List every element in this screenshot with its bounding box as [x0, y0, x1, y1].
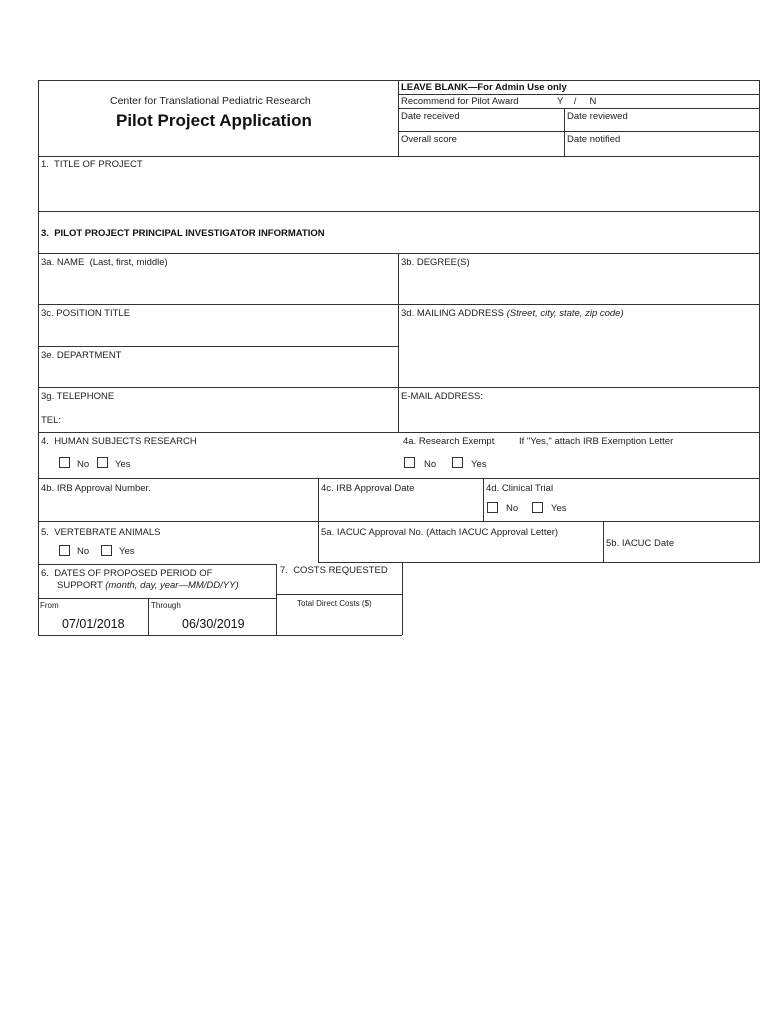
name-field[interactable] — [40, 270, 396, 302]
irb-approval-number-field[interactable] — [40, 496, 316, 519]
recommend-options: Y / N — [557, 96, 597, 107]
title-of-project-field[interactable] — [40, 172, 758, 209]
rule — [38, 432, 760, 433]
rule — [38, 253, 760, 254]
vertebrate-animals-no-checkbox[interactable] — [59, 545, 70, 556]
mailing-address-field[interactable] — [400, 321, 758, 385]
rule — [38, 80, 39, 522]
rule — [38, 156, 760, 157]
research-exempt-yes-checkbox[interactable] — [452, 457, 463, 468]
vertebrate-animals-label: 5. VERTEBRATE ANIMALS — [41, 527, 161, 538]
position-title-label: 3c. POSITION TITLE — [41, 308, 131, 319]
mailing-address-label — [401, 308, 624, 319]
organization-name: Center for Translational Pediatric Research — [110, 95, 311, 107]
rule — [38, 387, 760, 388]
iacuc-approval-label: 5a. IACUC Approval No. (Attach IACUC Approval Letter) — [321, 527, 559, 538]
rule — [38, 478, 760, 479]
rule — [398, 108, 760, 109]
admin-heading: LEAVE BLANK—For Admin Use only — [401, 82, 567, 93]
through-label: Through — [151, 601, 181, 610]
human-subjects-yes-label: Yes — [115, 459, 131, 470]
rule — [38, 80, 760, 81]
costs-requested-label: 7. COSTS REQUESTED — [280, 565, 388, 576]
total-direct-costs-label: Total Direct Costs ($) — [297, 599, 372, 608]
clinical-trial-no-label: No — [506, 503, 519, 514]
recommend-label: Recommend for Pilot Award — [401, 96, 519, 107]
mailing-address-hint: (Street, city, state, zip code) — [506, 308, 624, 319]
total-direct-costs-field[interactable] — [278, 611, 400, 633]
research-exempt-yes-label: Yes — [471, 459, 487, 470]
page-title: Pilot Project Application — [116, 111, 312, 130]
irb-approval-date-label: 4c. IRB Approval Date — [321, 483, 415, 494]
research-exempt-no-label: No — [424, 459, 437, 470]
human-subjects-yes-checkbox[interactable] — [97, 457, 108, 468]
mailing-address-label-text: 3d. MAILING ADDRESS — [401, 308, 507, 319]
iacuc-approval-field[interactable] — [320, 540, 601, 560]
position-title-field[interactable] — [40, 321, 396, 344]
support-format-hint: (month, day, year—MM/DD/YY) — [105, 580, 239, 591]
department-field[interactable] — [40, 363, 396, 385]
rule — [38, 598, 276, 599]
through-date-value[interactable]: 06/30/2019 — [182, 617, 245, 631]
rule — [318, 562, 760, 563]
rule — [38, 211, 760, 212]
name-label: 3a. NAME (Last, first, middle) — [41, 257, 168, 268]
rule — [276, 564, 277, 635]
from-date-value[interactable]: 07/01/2018 — [62, 617, 125, 631]
rule — [398, 80, 399, 157]
irb-approval-date-field[interactable] — [320, 496, 481, 519]
human-subjects-no-label: No — [77, 459, 90, 470]
vertebrate-animals-yes-label: Yes — [119, 546, 135, 557]
vertebrate-animals-no-label: No — [77, 546, 90, 557]
rule — [38, 521, 39, 635]
telephone-label: 3g. TELEPHONE — [41, 391, 115, 402]
rule — [402, 562, 403, 635]
title-of-project-label: 1. TITLE OF PROJECT — [41, 159, 143, 170]
clinical-trial-label: 4d. Clinical Trial — [486, 483, 554, 494]
human-subjects-no-checkbox[interactable] — [59, 457, 70, 468]
degrees-label: 3b. DEGREE(S) — [401, 257, 470, 268]
rule — [38, 304, 760, 305]
research-exempt-no-checkbox[interactable] — [404, 457, 415, 468]
vertebrate-animals-yes-checkbox[interactable] — [101, 545, 112, 556]
rule — [38, 635, 402, 636]
human-subjects-label: 4. HUMAN SUBJECTS RESEARCH — [41, 436, 197, 447]
rule — [603, 521, 604, 563]
rule — [38, 521, 760, 522]
research-exempt-note: If "Yes," attach IRB Exemption Letter — [519, 436, 674, 447]
pi-info-heading: 3. PILOT PROJECT PRINCIPAL INVESTIGATOR INFORMATION — [41, 228, 325, 239]
rule — [398, 253, 399, 433]
rule — [398, 131, 760, 132]
rule — [564, 108, 565, 157]
date-notified-label: Date notified — [567, 134, 621, 145]
overall-score-label: Overall score — [401, 134, 457, 145]
rule — [38, 564, 276, 565]
rule — [398, 94, 760, 95]
degrees-field[interactable] — [400, 270, 758, 302]
email-field[interactable] — [400, 404, 758, 430]
clinical-trial-no-checkbox[interactable] — [487, 502, 498, 513]
rule — [38, 346, 398, 347]
from-label: From — [40, 601, 59, 610]
email-label: E-MAIL ADDRESS: — [401, 391, 484, 402]
period-of-support-label: 6. DATES OF PROPOSED PERIOD OF — [41, 568, 213, 579]
research-exempt-label: 4a. Research Exempt — [403, 436, 495, 447]
rule — [148, 598, 149, 635]
period-of-support-sublabel — [57, 580, 239, 591]
clinical-trial-yes-label: Yes — [551, 503, 567, 514]
date-received-label: Date received — [401, 111, 460, 122]
iacuc-date-label: 5b. IACUC Date — [606, 538, 675, 549]
department-label: 3e. DEPARTMENT — [41, 350, 122, 361]
rule — [483, 478, 484, 521]
telephone-field[interactable] — [64, 412, 396, 430]
irb-approval-number-label: 4b. IRB Approval Number. — [41, 483, 151, 494]
support-label-text: SUPPORT — [57, 580, 106, 591]
clinical-trial-yes-checkbox[interactable] — [532, 502, 543, 513]
rule — [276, 594, 402, 595]
date-reviewed-label: Date reviewed — [567, 111, 628, 122]
rule — [759, 80, 760, 563]
tel-label: TEL: — [41, 415, 62, 426]
